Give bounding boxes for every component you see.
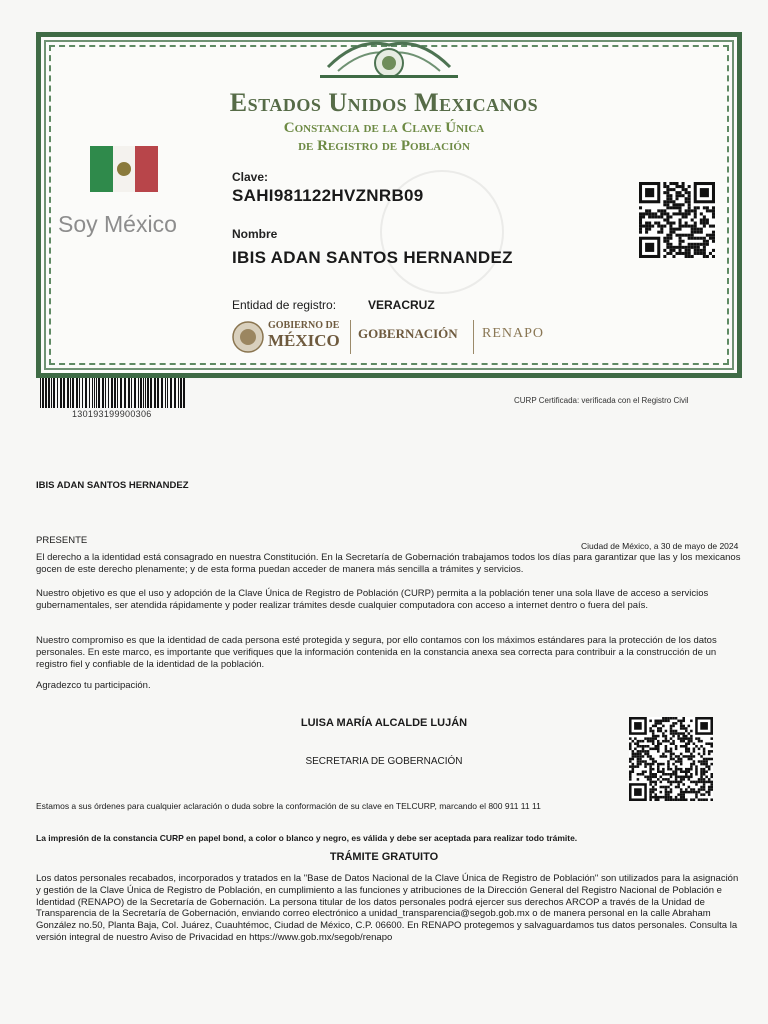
barcode-icon: [40, 378, 185, 408]
clave-value: SAHI981122HVZNRB09: [232, 186, 424, 205]
country-title: Estados Unidos Mexicanos: [229, 88, 539, 117]
subtitle-line-1: Constancia de la Clave Única: [283, 120, 485, 136]
eagle-seal-icon: [232, 320, 264, 354]
presente-label: PRESENTE: [36, 535, 88, 546]
contact-note: Estamos a sus órdenes para cualquier aclaración o duda sobre la conformación de su clave en TELCURP, marcando el 800 911 11 11: [36, 801, 541, 811]
flag-stripe-green: [90, 146, 113, 192]
recipient-name: IBIS ADAN SANTOS HERNANDEZ: [36, 480, 189, 491]
subtitle-line-2: de Registro de Población: [298, 138, 470, 154]
logo-divider: [350, 320, 351, 354]
tagline: Soy México: [58, 211, 177, 237]
certification-note: CURP Certificada: verificada con el Registro Civil: [514, 396, 689, 405]
renapo-logo: RENAPO: [482, 326, 545, 341]
signer-role: SECRETARIA DE GOBERNACIÓN: [305, 756, 463, 767]
gobernacion-logo: GOBERNACIÓN: [358, 326, 458, 341]
gobierno-line-2: MÉXICO: [268, 331, 340, 350]
privacy-notice: Los datos personales recabados, incorporados y tratados en la "Base de Datos Nacional de la Clave Única de Registro de Población" son utilizados para la asignación y gestión de la Clave Única de Registro de Población, en cumplimiento a las funciones y atribuciones de la Dirección General del Registro Nacional de Población e Identidad (RENAPO) de la Secretaría de Gobernación. La persona titular de los datos personales podrá ejercer sus derechos ARCOP a través de la Unidad de Transparencia de la Secretaría de Gobernación, enviando correo electrónico a unidad_transparencia@segob.gob.mx o de manera personal en la calle Abraham González no.50, Planta Baja, Col. Juárez, Cuauhtémoc, Ciudad de México, C.P. 06600. En RENAPO protegemos y salvaguardamos tus datos personales. Consulta la versión integral de nuestro Aviso de Privacidad en https://www.gob.mx/segob/renapo: [36, 873, 739, 943]
name-label: Nombre: [232, 227, 278, 241]
government-logos: [232, 318, 562, 358]
national-crest-icon: [318, 37, 460, 87]
paper-validity-note: La impresión de la constancia CURP en papel bond, a color o blanco y negro, es válida y debe ser aceptada para realizar todo trámite.: [36, 833, 578, 843]
signer-name: LUISA MARÍA ALCALDE LUJÁN: [300, 717, 468, 729]
logo-divider-2: [473, 320, 474, 354]
paragraph-4: Agradezco tu participación.: [36, 680, 151, 691]
paragraph-3: Nuestro compromiso es que la identidad de cada persona esté protegida y segura, por ello contamos con los máximos estándares para la protección de los datos personales. En este marco, es importante que verifiques que la información contenida en la constancia anexa sea correcta para contribuir a la construcción de un registro fiel y confiable de la identidad de la población.: [36, 635, 717, 670]
paragraph-1: El derecho a la identidad está consagrado en nuestra Constitución. En la Secretaría de Gobernación trabajamos todos los días para garantizar que las y los mexicanos gocen de este derecho plenamente; y de esta forma puedan acceder de manera más sencilla a trámites y servicios.: [36, 552, 741, 575]
entity-label: Entidad de registro:: [232, 298, 337, 312]
mexico-flag-icon: [90, 146, 158, 192]
date-line: Ciudad de México, a 30 de mayo de 2024: [581, 541, 739, 551]
flag-emblem-icon: [117, 162, 131, 176]
qr-code-icon: [629, 717, 713, 801]
tramite-gratuito: TRÁMITE GRATUITO: [329, 851, 439, 863]
flag-stripe-red: [135, 146, 158, 192]
paragraph-2: Nuestro objetivo es que el uso y adopción de la Clave Única de Registro de Población (CURP) permita a la población tener una sola llave de acceso a servicios gubernamentales, ser atendida rápidamente y poder realizar trámites desde cualquier computadora con acceso a internet dentro o fuera del país.: [36, 588, 709, 611]
barcode-number: 130193199900306: [72, 409, 152, 419]
entity-value: VERACRUZ: [368, 298, 435, 312]
gobierno-line-1: GOBIERNO DE: [268, 320, 340, 331]
clave-label: Clave:: [232, 170, 269, 184]
name-value: IBIS ADAN SANTOS HERNANDEZ: [232, 248, 513, 267]
qr-code-icon: [639, 182, 715, 258]
